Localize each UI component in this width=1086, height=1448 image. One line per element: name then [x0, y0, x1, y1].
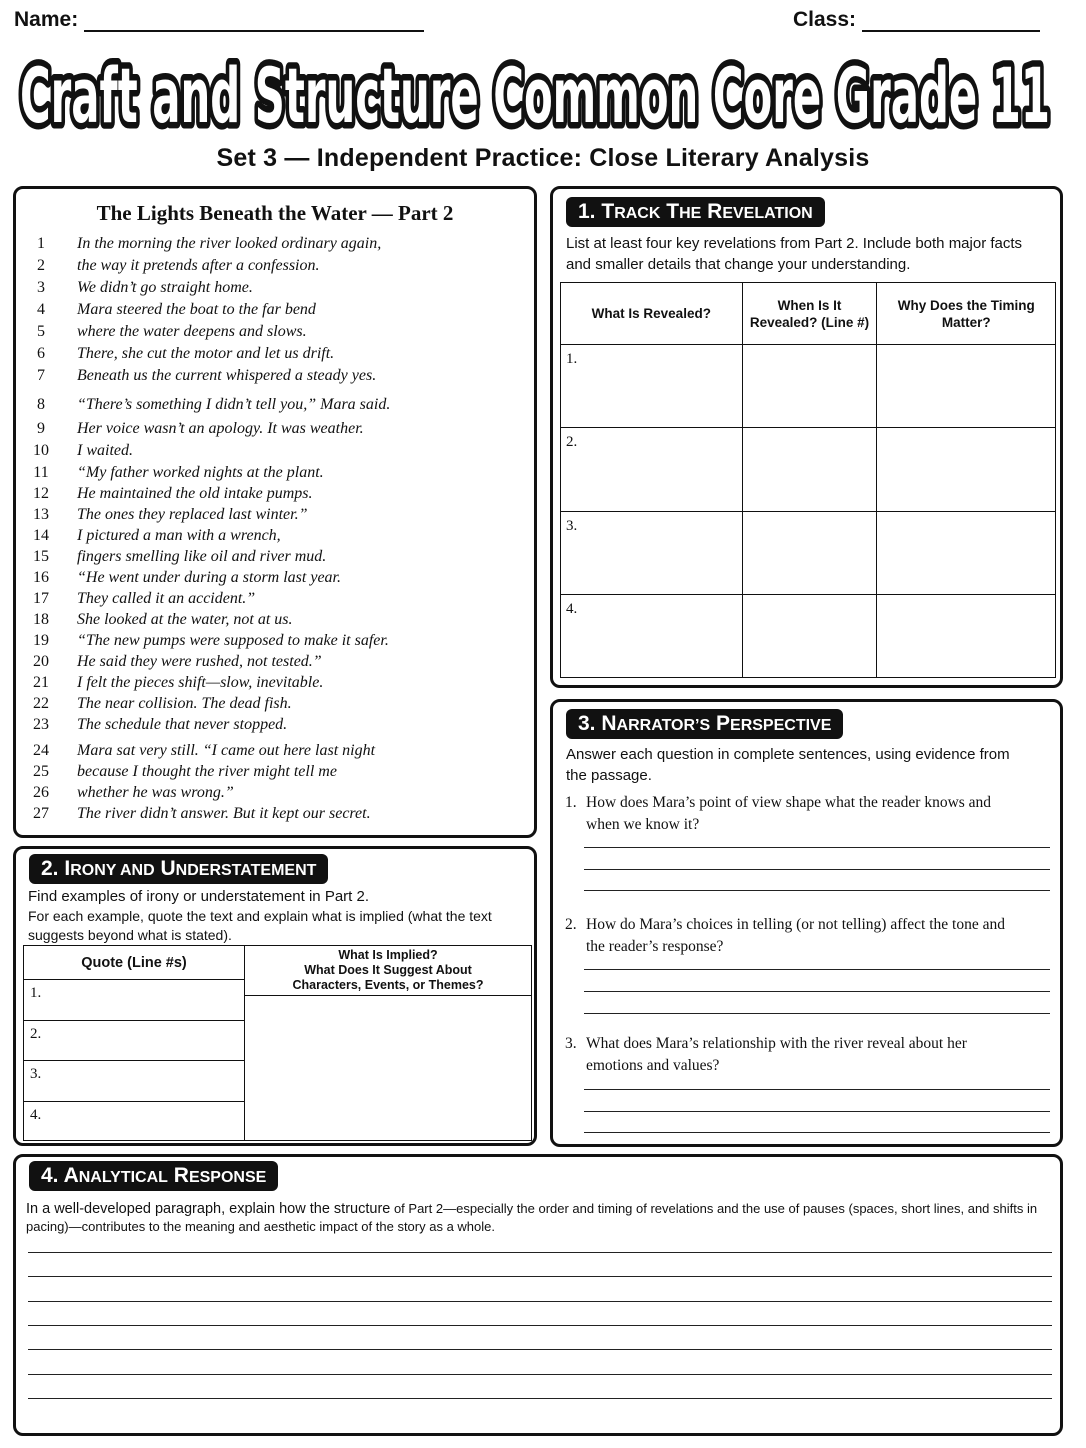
page-title-text: Craft and Structure Common Core Grade 11	[20, 51, 1050, 140]
section-2-instructions	[28, 887, 528, 945]
section-2-title-initial-2: U	[160, 857, 176, 880]
instruction-lead: In a well-developed paragraph, explain how the structure	[26, 1201, 391, 1217]
table-cell[interactable]: 1.	[561, 345, 743, 428]
passage-line	[16, 323, 534, 344]
table-cell[interactable]	[877, 594, 1056, 677]
passage-line	[16, 442, 534, 463]
table-row	[561, 594, 1056, 677]
question-number: 3.	[565, 1035, 577, 1052]
line-text: Her voice wasn’t an apology. It was weather.	[77, 420, 364, 437]
section-2-heading	[29, 854, 328, 884]
table-cell[interactable]	[877, 345, 1056, 428]
table-cell[interactable]: 2.	[561, 428, 743, 511]
class-blank[interactable]	[862, 10, 1040, 32]
line-number: 3	[37, 279, 45, 296]
section-2-title-rest-2: NDERSTATEMENT	[175, 862, 317, 879]
header-line: What Is Implied?	[338, 948, 438, 962]
section-1-title-initial: T	[601, 200, 615, 223]
passage-line	[16, 569, 534, 590]
passage-line	[16, 695, 534, 716]
line-number: 11	[33, 464, 49, 481]
passage-line	[16, 279, 534, 300]
answer-line[interactable]	[584, 890, 1050, 891]
section-2-title-initial: I	[64, 857, 71, 880]
line-number: 26	[33, 784, 49, 801]
line-number: 23	[33, 716, 49, 733]
column-header-implied	[245, 946, 531, 996]
table-row[interactable]: 3.	[24, 1061, 244, 1102]
line-text: He said they were rushed, not tested.”	[77, 653, 322, 670]
passage-line	[16, 301, 534, 322]
answer-line[interactable]	[584, 1013, 1050, 1014]
line-number: 12	[33, 485, 49, 502]
line-text: “He went under during a storm last year.	[77, 569, 341, 586]
line-text: Mara sat very still. “I came out here last night	[77, 742, 376, 759]
section-1-instructions: List at least four key revelations from Part 2. Include both major facts and smaller details that change your understanding.	[566, 235, 1023, 273]
header-line: Characters, Events, or Themes?	[292, 978, 484, 992]
table-row	[561, 345, 1056, 428]
passage-line	[16, 420, 534, 441]
section-1-title-initial-3: R	[707, 200, 723, 223]
passage-line	[16, 653, 534, 674]
section-3-title-rest-2: ERSPECTIVE	[730, 717, 832, 734]
table-row[interactable]: 4.	[30, 1106, 42, 1123]
line-text: The schedule that never stopped.	[77, 716, 288, 733]
section-1-title-initial-2: T	[666, 200, 680, 223]
line-number: 21	[33, 674, 49, 691]
implied-column[interactable]	[244, 945, 532, 1141]
section-3-heading	[566, 709, 843, 739]
passage-line	[16, 632, 534, 653]
section-3-instructions: Answer each question in complete sentences, using evidence from the passage.	[566, 746, 1010, 784]
response-line[interactable]	[28, 1349, 1052, 1350]
section-3-panel	[550, 699, 1063, 1147]
line-number: 14	[33, 527, 49, 544]
column-header-timing: Why Does the Timing Matter?	[877, 283, 1056, 345]
section-1-title-rest-2: HE	[679, 205, 702, 222]
passage-line	[16, 763, 534, 784]
section-3-number: 3.	[578, 712, 596, 735]
section-1-title-rest-3: EVELATION	[722, 205, 813, 222]
section-3-title-initial: N	[601, 712, 617, 735]
line-text: because I thought the river might tell me	[77, 763, 337, 780]
passage-line	[16, 611, 534, 632]
section-1-title-rest: RACK	[614, 205, 661, 222]
section-4-instructions	[26, 1200, 1046, 1236]
line-text: The near collision. The dead fish.	[77, 695, 292, 712]
page-subtitle: Set 3 — Independent Practice: Close Literary Analysis	[216, 144, 870, 172]
line-text: Mara steered the boat to the far bend	[77, 301, 316, 318]
passage-line	[16, 716, 534, 737]
passage-line	[16, 235, 534, 256]
line-number: 20	[33, 653, 49, 670]
passage-line	[16, 464, 534, 485]
section-2-number: 2.	[41, 857, 59, 880]
line-text: They called it an accident.”	[77, 590, 256, 607]
line-text: The river didn’t answer. But it kept our secret.	[77, 805, 371, 822]
line-number: 15	[33, 548, 49, 565]
line-text: He maintained the old intake pumps.	[77, 485, 313, 502]
line-text: the way it pretends after a confession.	[77, 257, 320, 274]
passage-line	[16, 367, 534, 388]
answer-line[interactable]	[584, 1132, 1050, 1133]
line-number: 25	[33, 763, 49, 780]
line-text: There, she cut the motor and let us drift.	[77, 345, 335, 362]
response-line[interactable]	[28, 1374, 1052, 1375]
instruction-rest: of Part 2—especially the order and timing of revelations and the use of pauses (spaces, short lines, and shifts in pacing)—contributes to the meaning and aesthetic impact of the story as a whole.	[26, 1201, 1038, 1234]
section-1-heading	[566, 197, 825, 227]
page-title	[0, 44, 1086, 144]
section-3-title-rest: ARRATOR’S	[616, 717, 711, 734]
instruction-line: For each example, quote the text and explain what is implied (what the text suggests beyond what is stated).	[28, 908, 492, 943]
section-1-panel	[550, 186, 1063, 688]
passage-line	[16, 548, 534, 569]
section-1-number: 1.	[578, 200, 596, 223]
revelation-table	[560, 282, 1056, 678]
passage-panel	[13, 186, 537, 838]
answer-line[interactable]	[584, 991, 1050, 992]
line-number: 19	[33, 632, 49, 649]
passage-line	[16, 485, 534, 506]
line-text: I felt the pieces shift—slow, inevitable.	[77, 674, 324, 691]
line-text: where the water deepens and slows.	[77, 323, 307, 340]
column-header-when: When Is It Revealed? (Line #)	[742, 283, 877, 345]
line-text: “My father worked nights at the plant.	[77, 464, 324, 481]
name-label: Name:	[14, 8, 79, 31]
line-text: The ones they replaced last winter.”	[77, 506, 308, 523]
line-text: fingers smelling like oil and river mud.	[77, 548, 327, 565]
section-4-number: 4.	[41, 1164, 59, 1187]
table-cell[interactable]: 3.	[561, 511, 743, 594]
name-field	[14, 8, 424, 32]
passage-line	[16, 506, 534, 527]
table-row[interactable]: 1.	[24, 980, 244, 1021]
answer-line[interactable]	[584, 969, 1050, 970]
column-header-revealed: What Is Revealed?	[561, 283, 743, 345]
response-line[interactable]	[28, 1301, 1052, 1302]
question-text: How does Mara’s point of view shape what the reader knows and when we know it?	[586, 794, 992, 833]
line-number: 16	[33, 569, 49, 586]
section-4-panel	[13, 1154, 1063, 1436]
class-field	[793, 8, 1040, 32]
table-cell[interactable]: 4.	[561, 594, 743, 677]
section-4-title-initial: A	[63, 1164, 79, 1187]
line-number: 2	[37, 257, 45, 274]
line-text: “There’s something I didn’t tell you,” Mara said.	[77, 396, 391, 413]
line-text: whether he was wrong.”	[77, 784, 234, 801]
section-4-title-rest: NALYTICAL	[78, 1169, 168, 1186]
column-header-quote: Quote (Line #s)	[24, 946, 244, 980]
class-label: Class:	[793, 8, 857, 31]
table-cell[interactable]	[877, 428, 1056, 511]
quote-column	[23, 945, 244, 1141]
line-number: 5	[37, 323, 45, 340]
passage-line	[16, 805, 534, 826]
line-number: 6	[37, 345, 45, 362]
line-number: 27	[33, 805, 49, 822]
name-blank[interactable]	[84, 10, 424, 32]
passage-line	[16, 784, 534, 805]
line-number: 22	[33, 695, 49, 712]
passage-title: The Lights Beneath the Water — Part 2	[96, 201, 454, 225]
question-text: What does Mara’s relationship with the river reveal about her emotions and values?	[586, 1035, 967, 1074]
table-row	[561, 428, 1056, 511]
question-text: How do Mara’s choices in telling (or not telling) affect the tone and the reader’s response?	[586, 916, 1005, 955]
line-number: 1	[37, 235, 45, 252]
table-cell[interactable]	[877, 511, 1056, 594]
section-2-title-rest: RONY AND	[70, 862, 155, 879]
instruction-line: Find examples of irony or understatement in Part 2.	[28, 888, 370, 905]
header-line: What Does It Suggest About	[304, 963, 472, 977]
section-4-title-rest-2: ESPONSE	[188, 1169, 267, 1186]
line-text: She looked at the water, not at us.	[77, 611, 293, 628]
passage-line	[16, 396, 534, 417]
answer-line[interactable]	[584, 1111, 1050, 1112]
line-number: 10	[33, 442, 49, 459]
line-number: 17	[33, 590, 49, 607]
table-cell[interactable]	[742, 511, 877, 594]
table-cell[interactable]	[742, 345, 877, 428]
section-4-title-initial-2: R	[173, 1164, 189, 1187]
question-number: 2.	[565, 916, 577, 933]
response-line[interactable]	[28, 1398, 1052, 1399]
section-4-heading	[29, 1161, 278, 1191]
table-cell[interactable]	[742, 428, 877, 511]
line-text: Beneath us the current whispered a steady yes.	[77, 367, 377, 384]
line-number: 8	[37, 396, 45, 413]
section-3-title-initial-2: P	[716, 712, 731, 735]
line-number: 18	[33, 611, 49, 628]
passage-line	[16, 674, 534, 695]
table-row[interactable]: 2.	[24, 1021, 244, 1062]
line-number: 7	[37, 367, 45, 384]
response-line[interactable]	[28, 1325, 1052, 1326]
section-2-panel	[13, 846, 537, 1146]
table-row	[561, 511, 1056, 594]
passage-line	[16, 527, 534, 548]
line-number: 9	[37, 420, 45, 437]
passage-line	[16, 742, 534, 763]
passage-line	[16, 590, 534, 611]
line-number: 4	[37, 301, 45, 318]
response-line[interactable]	[28, 1276, 1052, 1277]
passage-line	[16, 345, 534, 366]
line-text: “The new pumps were supposed to make it safer.	[77, 632, 389, 649]
table-cell[interactable]	[742, 594, 877, 677]
answer-line[interactable]	[584, 847, 1050, 848]
line-text: We didn’t go straight home.	[77, 279, 253, 296]
passage-line	[16, 257, 534, 278]
line-text: I waited.	[77, 442, 133, 459]
line-number: 13	[33, 506, 49, 523]
line-number: 24	[33, 742, 49, 759]
question-number: 1.	[565, 794, 577, 811]
line-text: I pictured a man with a wrench,	[77, 527, 281, 544]
response-line[interactable]	[28, 1252, 1052, 1253]
answer-line[interactable]	[584, 869, 1050, 870]
answer-line[interactable]	[584, 1089, 1050, 1090]
line-text: In the morning the river looked ordinary again,	[77, 235, 382, 252]
